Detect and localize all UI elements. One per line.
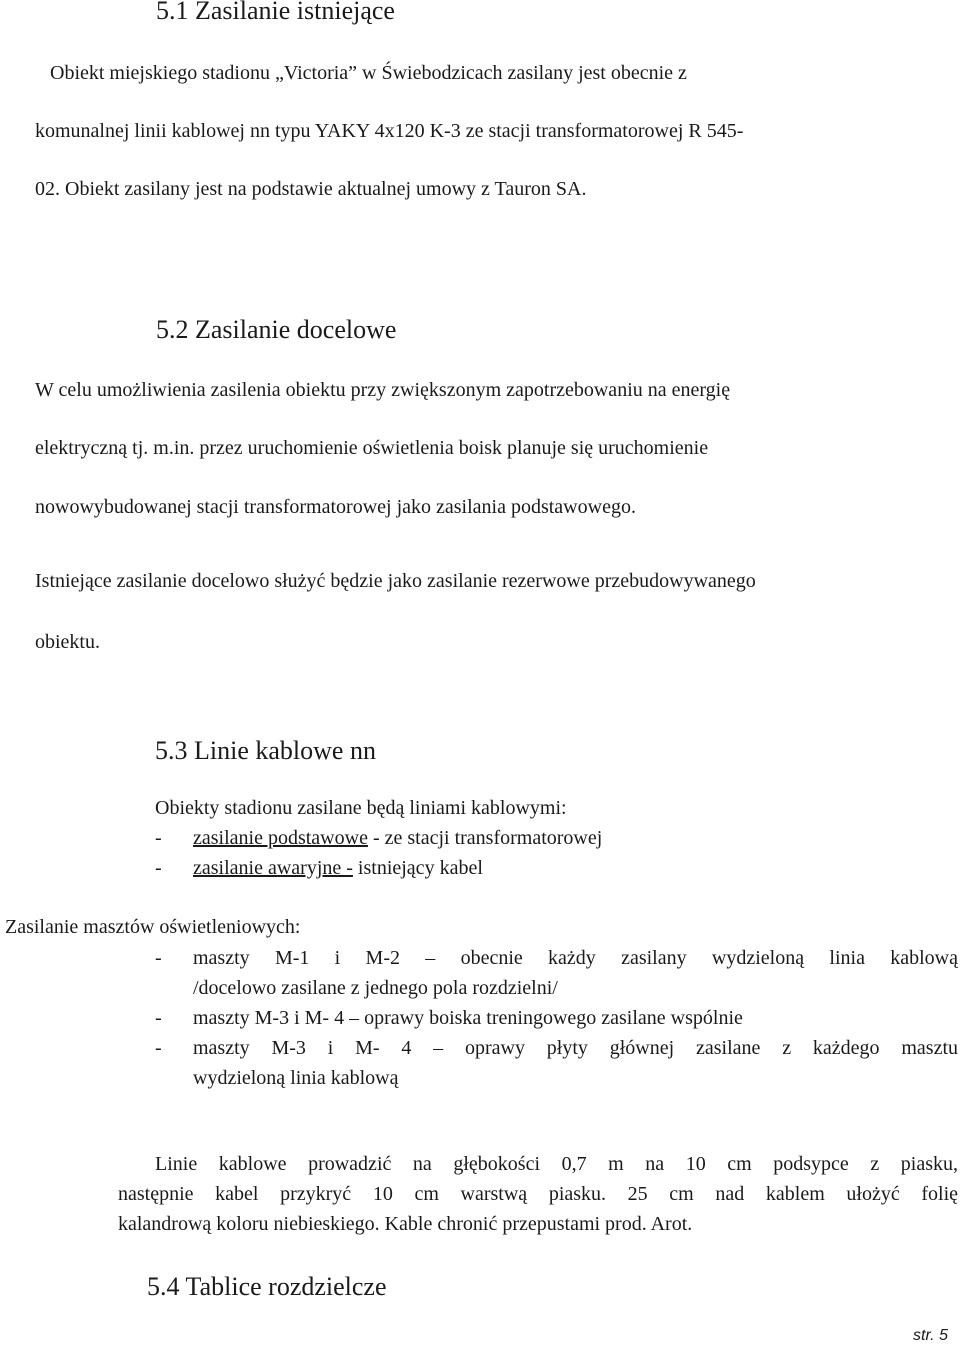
- paragraph-line: Obiekt miejskiego stadionu „Victoria” w Świebodzicach zasilany jest obecnie z: [50, 62, 687, 84]
- mast-dash: -: [155, 1037, 162, 1059]
- section-heading-5-3: 5.3 Linie kablowe nn: [155, 736, 376, 765]
- paragraph-line: 02. Obiekt zasilany jest na podstawie aktualnej umowy z Tauron SA.: [35, 178, 587, 200]
- mast-item-line: wydzieloną linia kablową: [193, 1067, 399, 1089]
- list-item: [155, 857, 483, 880]
- list-item: [155, 827, 602, 850]
- list-item-rest: - ze stacji transformatorowej: [367, 827, 603, 849]
- paragraph-line: elektryczną tj. m.in. przez uruchomienie oświetlenia boisk planuje się uruchomienie: [35, 437, 709, 459]
- list-intro: Obiekty stadionu zasilane będą liniami kablowymi:: [155, 797, 567, 819]
- section-heading-5-1: 5.1 Zasilanie istniejące: [156, 0, 395, 25]
- list-dash: -: [155, 827, 162, 849]
- paragraph-line: następnie kabel przykryć 10 cm warstwą piasku. 25 cm nad kablem ułożyć folię: [118, 1183, 958, 1205]
- masts-title: Zasilanie masztów oświetleniowych:: [5, 916, 301, 938]
- mast-item-line: maszty M-3 i M- 4 – oprawy boiska treningowego zasilane wspólnie: [193, 1007, 743, 1029]
- page-number: str. 5: [913, 1327, 948, 1344]
- mast-dash: -: [155, 947, 162, 969]
- mast-item-line: maszty M-1 i M-2 – obecnie każdy zasilany wydzieloną linia kablową: [193, 947, 958, 969]
- list-dash: -: [155, 857, 162, 879]
- mast-item-line: maszty M-3 i M- 4 – oprawy płyty głównej zasilane z każdego masztu: [193, 1037, 958, 1059]
- section-heading-5-2: 5.2 Zasilanie docelowe: [156, 315, 397, 344]
- mast-dash: -: [155, 1007, 162, 1029]
- paragraph-line: Linie kablowe prowadzić na głębokości 0,7 m na 10 cm podsypce z piasku,: [155, 1153, 958, 1175]
- paragraph-line: W celu umożliwienia zasilenia obiektu przy zwiększonym zapotrzebowaniu na energię: [35, 379, 731, 401]
- paragraph-line: obiektu.: [35, 631, 100, 653]
- paragraph-line: Istniejące zasilanie docelowo służyć będzie jako zasilanie rezerwowe przebudowywanego: [35, 570, 756, 592]
- list-item-underlined: zasilanie podstawowe: [193, 827, 368, 849]
- paragraph-line: kalandrową koloru niebieskiego. Kable chronić przepustami prod. Arot.: [118, 1213, 693, 1235]
- paragraph-line: komunalnej linii kablowej nn typu YAKY 4x120 K-3 ze stacji transformatorowej R 545-: [35, 120, 744, 142]
- list-item-rest: istniejący kabel: [352, 857, 483, 879]
- paragraph-line: nowowybudowanej stacji transformatorowej jako zasilania podstawowego.: [35, 496, 636, 518]
- list-item-underlined: zasilanie awaryjne -: [193, 857, 353, 879]
- section-heading-5-4: 5.4 Tablice rozdzielcze: [147, 1272, 387, 1301]
- mast-item-line: /docelowo zasilane z jednego pola rozdzielni/: [193, 977, 558, 999]
